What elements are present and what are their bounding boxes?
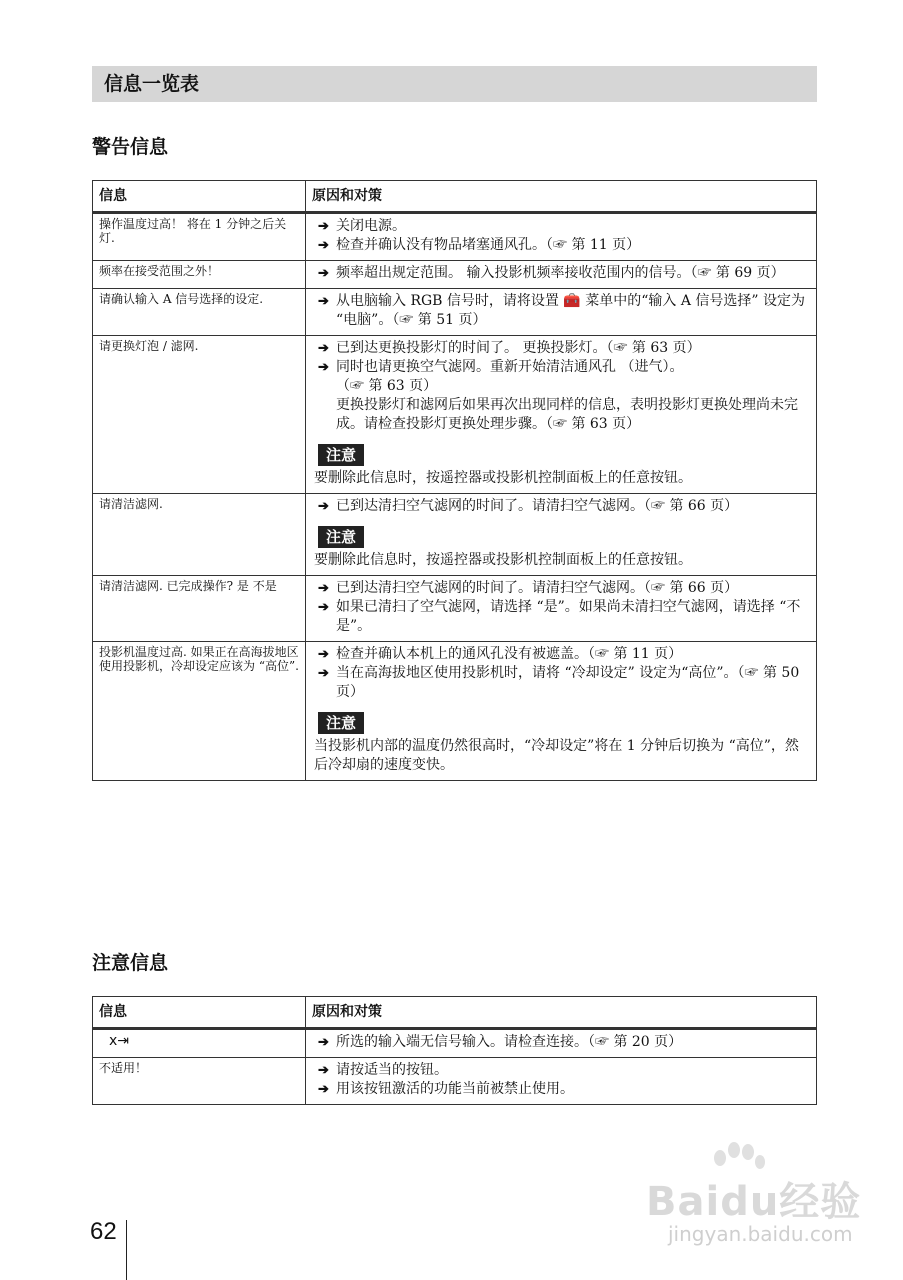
arrow-icon: ➔ xyxy=(318,294,329,309)
watermark-url: jingyan.baidu.com xyxy=(668,1222,853,1246)
list-item: ➔ 请按适当的按钮。 xyxy=(318,1062,448,1078)
note-badge: 注意 xyxy=(318,712,364,734)
section-title: 信息一览表 xyxy=(92,66,817,102)
message-cell: 投影机温度过高. 如果正在高海拔地区使用投影机，冷却设定应该为 “高位”. xyxy=(93,642,306,781)
message-cell: 请清洁滤网. xyxy=(93,494,306,576)
cause-cell xyxy=(306,336,817,494)
list-item: ➔ 已到达清扫空气滤网的时间了。请清扫空气滤网。（☞ 第 66 页） xyxy=(318,580,739,596)
table-header-row xyxy=(93,997,817,1029)
message-cell: 频率在接受范围之外！ xyxy=(93,261,306,289)
no-input-signal-icon: x⇥ xyxy=(109,1033,130,1049)
arrow-icon: ➔ xyxy=(318,266,329,281)
arrow-icon: ➔ xyxy=(318,600,329,615)
cause-cell xyxy=(306,576,817,642)
cause-cell xyxy=(306,642,817,781)
caution-heading: 注意信息 xyxy=(92,952,169,974)
message-cell: 请清洁滤网. 已完成操作? 是 不是 xyxy=(93,576,306,642)
list-item: ➔ 已到达更换投影灯的时间了。 更换投影灯。（☞ 第 63 页） xyxy=(318,340,701,356)
list-item: ➔ 如果已清扫了空气滤网，请选择 “是”。如果尚未清扫空气滤网，请选择 “不是”。 xyxy=(318,599,801,634)
list-item: ➔ 所选的输入端无信号输入。请检查连接。（☞ 第 20 页） xyxy=(318,1034,683,1050)
arrow-icon: ➔ xyxy=(318,1063,329,1078)
table-row xyxy=(93,576,817,642)
message-cell xyxy=(93,1029,306,1058)
cause-cell xyxy=(306,1029,817,1058)
note-text: 当投影机内部的温度仍然很高时，“冷却设定”将在 1 分钟后切换为 “高位”，然后冷却扇的速度变快。 xyxy=(314,738,799,773)
table-row xyxy=(93,642,817,781)
table-row xyxy=(93,261,817,289)
extra-text: 更换投影灯和滤网后如果再次出现同样的信息，表明投影灯更换处理尚未完成。请检查投影灯更换处理步骤。（☞ 第 63 页） xyxy=(336,397,798,432)
table-row xyxy=(93,336,817,494)
note-text: 要删除此信息时，按遥控器或投影机控制面板上的任意按钮。 xyxy=(314,552,692,568)
list-item: ➔ 从电脑输入 RGB 信号时，请将设置 🧰 菜单中的“输入 A 信号选择” 设定为 “电脑”。（☞ 第 51 页） xyxy=(318,293,806,328)
watermark-brand: Baidu经验 xyxy=(646,1179,862,1225)
list-item: ➔ 检查并确认本机上的通风孔没有被遮盖。（☞ 第 11 页） xyxy=(318,646,683,662)
list-item: ➔ 检查并确认没有物品堵塞通风孔。（☞ 第 11 页） xyxy=(318,237,641,253)
column-header-message: 信息 xyxy=(93,181,306,213)
message-cell: 请更换灯泡 / 滤网. xyxy=(93,336,306,494)
warning-table xyxy=(92,180,817,781)
table-row xyxy=(93,213,817,261)
column-header-message: 信息 xyxy=(93,997,306,1029)
table-row xyxy=(93,1029,817,1058)
arrow-icon: ➔ xyxy=(318,238,329,253)
table-row xyxy=(93,289,817,336)
table-header-row xyxy=(93,181,817,213)
message-cell: 请确认输入 A 信号选择的设定. xyxy=(93,289,306,336)
cause-cell xyxy=(306,213,817,261)
list-item: ➔ 关闭电源。 xyxy=(318,218,406,234)
arrow-icon: ➔ xyxy=(318,219,329,234)
message-cell: 操作温度过高！ 将在 1 分钟之后关灯. xyxy=(93,213,306,261)
table-row xyxy=(93,494,817,576)
arrow-icon: ➔ xyxy=(318,666,329,681)
column-header-cause: 原因和对策 xyxy=(306,997,817,1029)
warning-heading: 警告信息 xyxy=(92,136,169,158)
list-item: ➔ 同时也请更换空气滤网。重新开始清洁通风孔 （进气）。 xyxy=(318,359,684,375)
arrow-icon: ➔ xyxy=(318,1082,329,1097)
page-number: 62 xyxy=(90,1218,117,1245)
list-item: ➔ 已到达清扫空气滤网的时间了。请清扫空气滤网。（☞ 第 66 页） xyxy=(318,498,739,514)
column-header-cause: 原因和对策 xyxy=(306,181,817,213)
arrow-icon: ➔ xyxy=(318,647,329,662)
arrow-icon: ➔ xyxy=(318,499,329,514)
continuation-text: （☞ 第 63 页） xyxy=(336,378,438,394)
arrow-icon: ➔ xyxy=(318,1035,329,1050)
page-divider xyxy=(126,1220,127,1280)
table-row xyxy=(93,1058,817,1105)
caution-table xyxy=(92,996,817,1105)
message-cell: 不适用！ xyxy=(93,1058,306,1105)
arrow-icon: ➔ xyxy=(318,360,329,375)
note-badge: 注意 xyxy=(318,526,364,548)
list-item: ➔ 用该按钮激活的功能当前被禁止使用。 xyxy=(318,1081,574,1097)
list-item: ➔ 当在高海拔地区使用投影机时，请将 “冷却设定” 设定为“高位”。（☞ 第 50 页） xyxy=(318,665,800,700)
cause-cell xyxy=(306,261,817,289)
note-badge: 注意 xyxy=(318,444,364,466)
arrow-icon: ➔ xyxy=(318,341,329,356)
list-item: ➔ 频率超出规定范围。 输入投影机频率接收范围内的信号。（☞ 第 69 页） xyxy=(318,265,785,281)
note-text: 要删除此信息时，按遥控器或投影机控制面板上的任意按钮。 xyxy=(314,470,692,486)
cause-cell xyxy=(306,494,817,576)
arrow-icon: ➔ xyxy=(318,581,329,596)
cause-cell xyxy=(306,1058,817,1105)
cause-cell xyxy=(306,289,817,336)
